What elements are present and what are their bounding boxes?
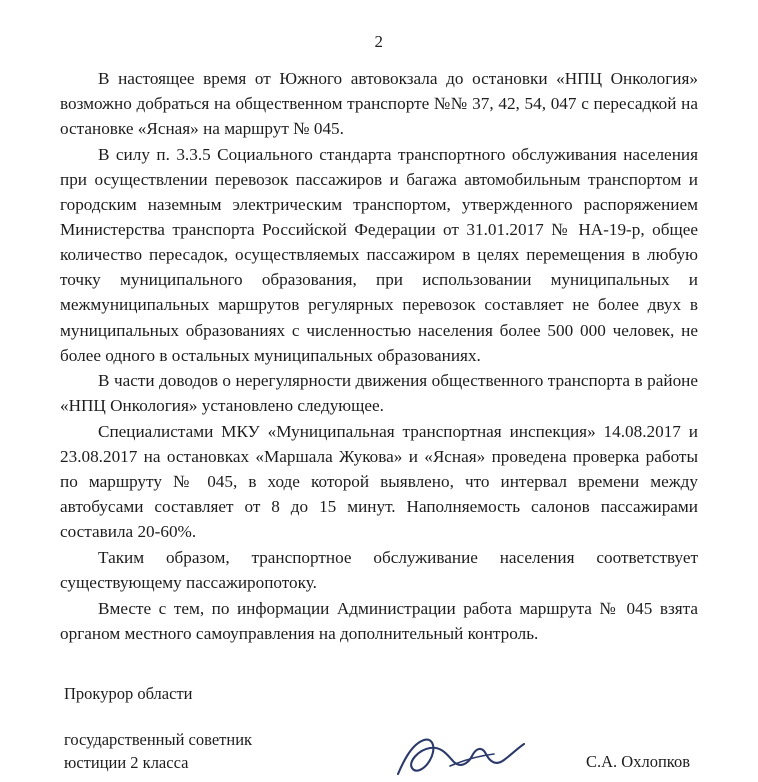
handwritten-signature-icon bbox=[390, 730, 540, 782]
signer-name: С.А. Охлопков bbox=[586, 751, 690, 771]
paragraph: Вместе с тем, по информации Администрации работа маршрута № 045 взята органом местного самоуправления на дополнительный контроль. bbox=[60, 598, 698, 643]
paragraph: Таким образом, транспортное обслуживание населения соответствует существующему пассажиропотоку. bbox=[60, 548, 698, 593]
document-body bbox=[60, 66, 698, 646]
paragraph: В силу п. 3.3.5 Социального стандарта транспортного обслуживания населения при осуществлении перевозок пассажиров и багажа автомобильным транспортом и городским наземным электрическим транспортом, утвержденного распоряжением Министерства транспорта Российской Федерации от 31.01.2017 № НА-19-р, общее количество пересадок, осуществляемых пассажиром в целях перемещения в любую точку муниципального образования, при использовании муниципальных и межмуниципальных маршрутов регулярных перевозок составляет не более двух в муниципальных образованиях с численностью населения более 500 000 человек, не более одного в остальных муниципальных образованиях. bbox=[60, 144, 698, 365]
paragraph: В настоящее время от Южного автовокзала до остановки «НПЦ Онкология» возможно добраться на общественном транспорте №№ 37, 42, 54, 047 с пересадкой на остановке «Ясная» на маршрут № 045. bbox=[60, 69, 698, 139]
page-number: 2 bbox=[374, 32, 384, 51]
signature-block bbox=[60, 682, 698, 775]
signature-rank-line-1: государственный советник bbox=[64, 729, 253, 749]
signature-rank-line-2: юстиции 2 класса bbox=[64, 753, 189, 773]
signature-role: Прокурор области bbox=[64, 684, 193, 704]
paragraph: В части доводов о нерегулярности движения общественного транспорта в районе «НПЦ Онкология» установлено следующее. bbox=[60, 371, 698, 416]
paragraph: Специалистами МКУ «Муниципальная транспортная инспекция» 14.08.2017 и 23.08.2017 на остановках «Маршала Жукова» и «Ясная» проведена проверка работы по маршруту № 045, в ходе которой выявлено, что интервал времени между автобусами составляет от 8 до 15 минут. Наполняемость салонов пассажирами составила 20-60%. bbox=[60, 422, 698, 542]
